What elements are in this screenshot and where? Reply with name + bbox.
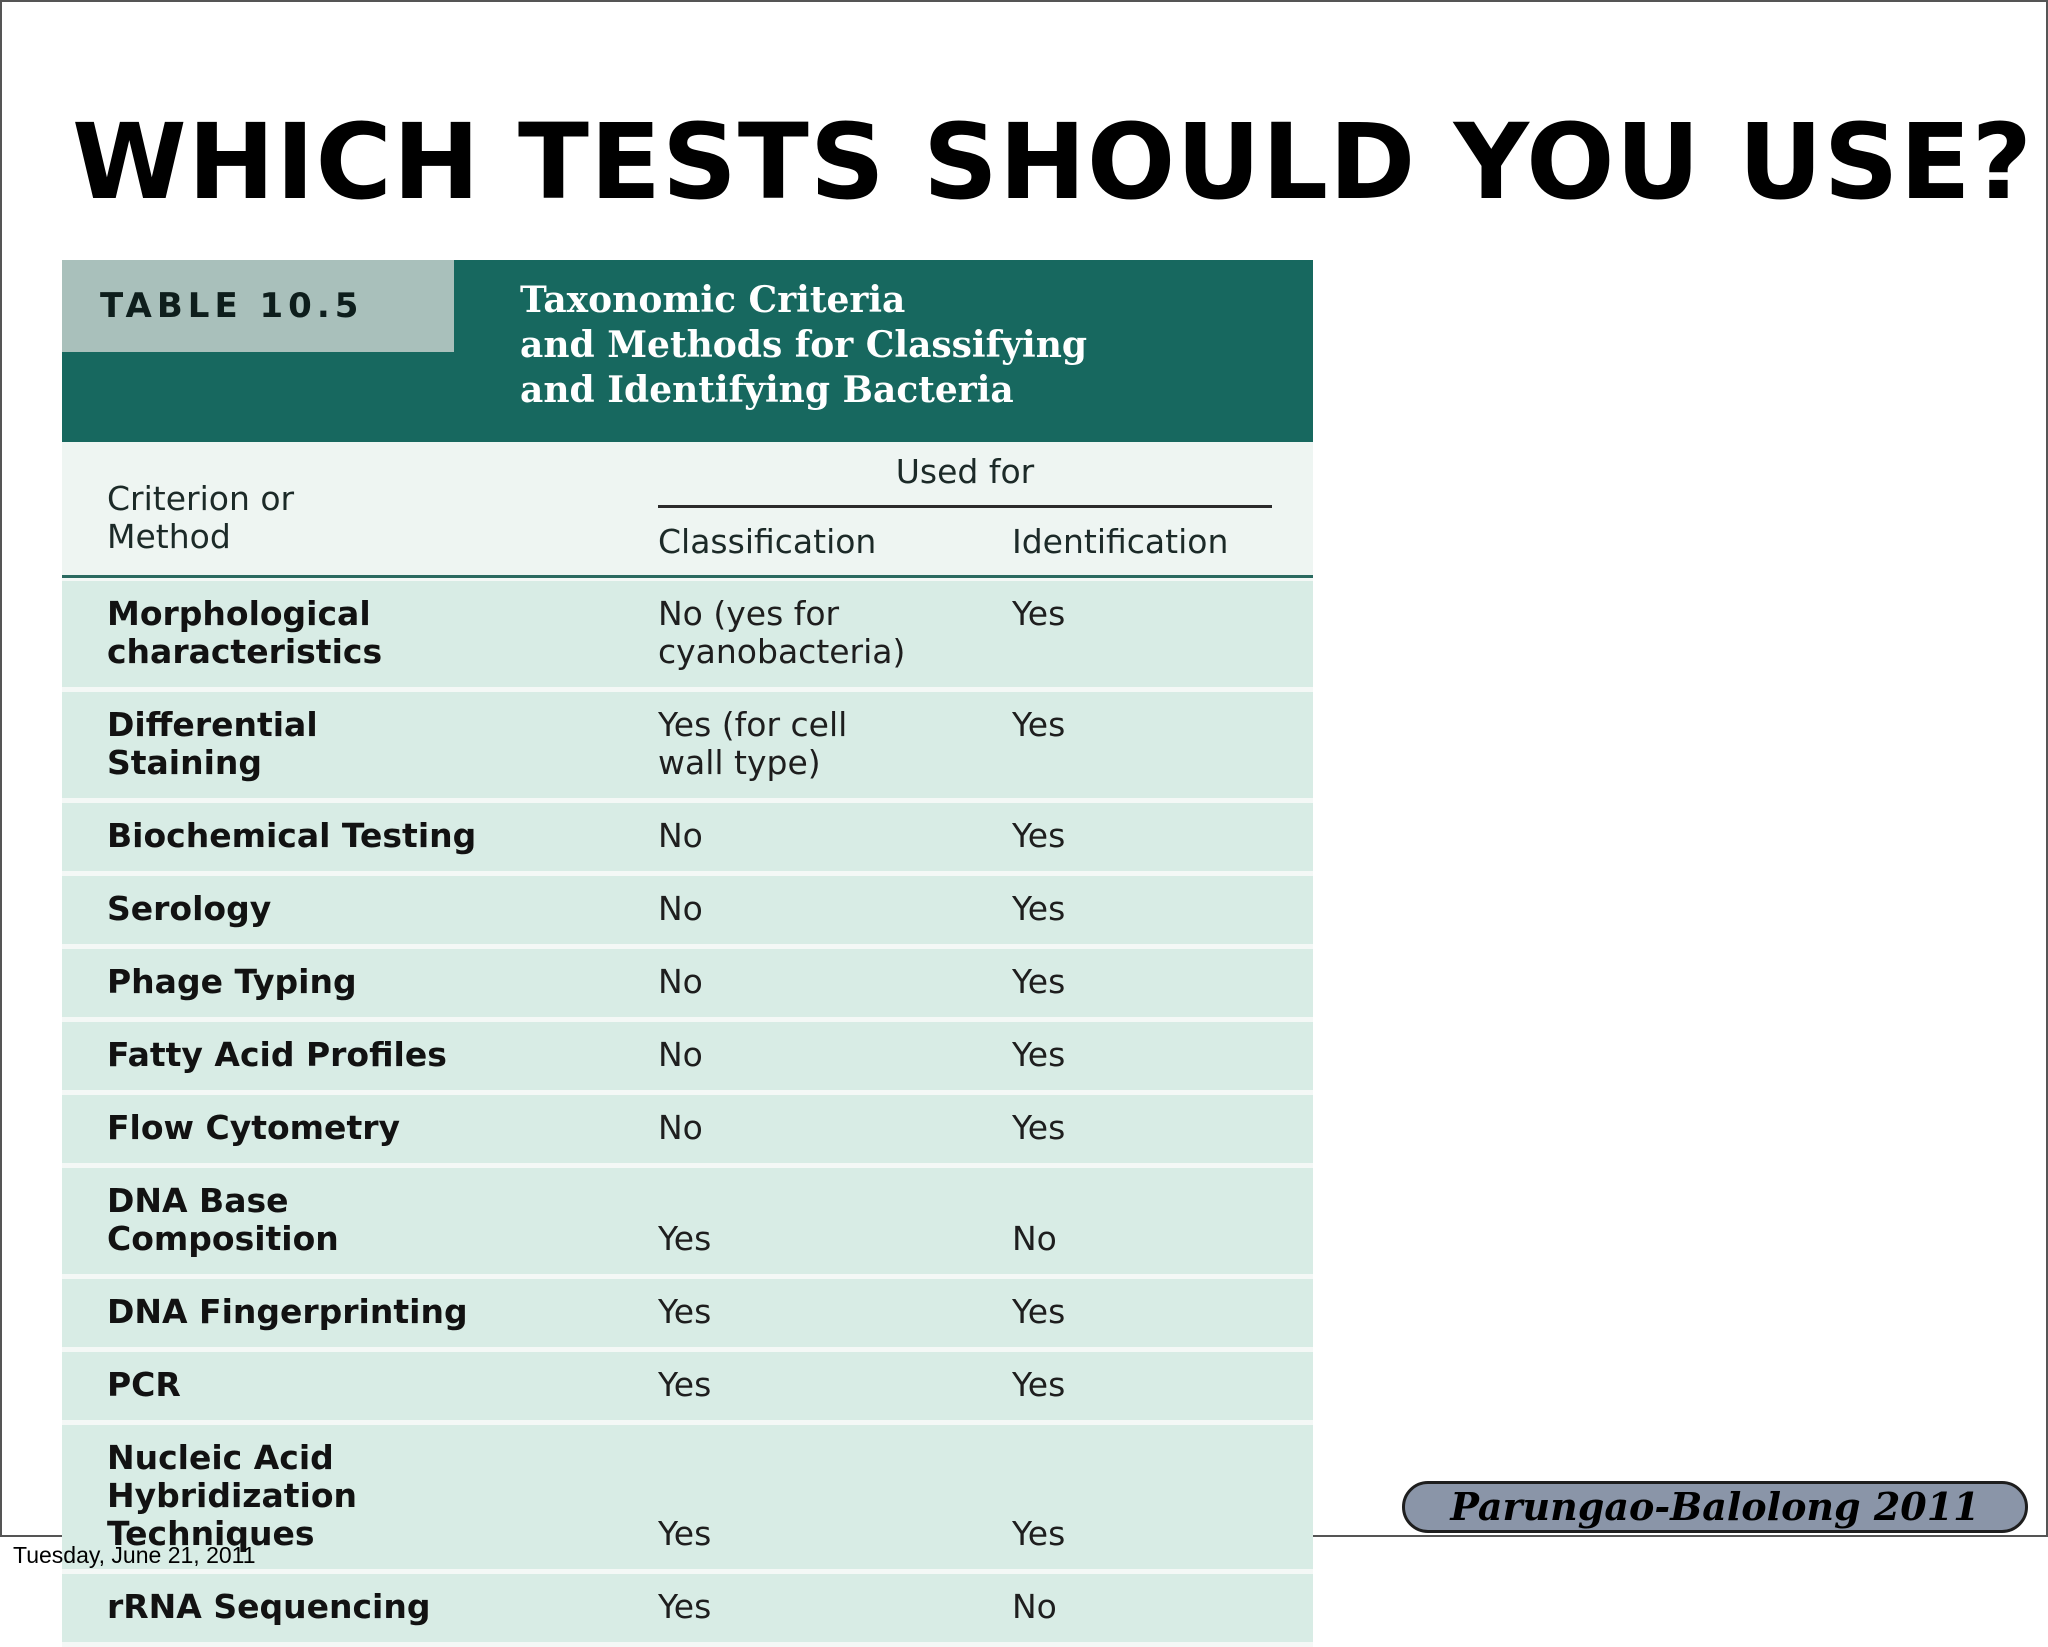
column-header-row [62,442,1313,578]
table-row [62,876,1313,949]
row-classification [658,1036,978,1074]
row-identification: Yes [1012,1108,1066,1147]
row-criterion-line: Biochemical Testing [107,816,477,855]
row-classification-line: No (yes for [658,594,840,633]
row-criterion-line: Flow Cytometry [107,1108,401,1147]
row-classification-line: Yes [658,1292,712,1331]
row-criterion-line: Fatty Acid Profiles [107,1035,447,1074]
column-header-used-for: Used for [895,452,1035,491]
row-criterion [107,963,607,1001]
row-criterion [107,595,607,671]
row-identification: Yes [1012,816,1066,855]
row-identification: Yes [1012,889,1066,928]
row-classification-line: Yes [658,1587,712,1626]
column-header-classification: Classification [658,522,877,561]
column-header-identification: Identification [1012,522,1229,561]
table-title-line: and Methods for Classifying [520,324,1088,366]
table-title-line: Taxonomic Criteria [520,279,906,321]
row-classification-line: Yes [658,1514,712,1553]
row-classification-line: No [658,962,703,1001]
row-identification: Yes [1012,1035,1066,1074]
row-criterion-line: rRNA Sequencing [107,1587,431,1626]
row-criterion [107,1588,607,1626]
row-classification-line: No [658,816,703,855]
row-criterion-line: Hybridization [107,1476,357,1515]
row-criterion [107,1366,607,1404]
row-classification [658,706,978,782]
table-row [62,1168,1313,1279]
row-identification: Yes [1012,705,1066,744]
row-classification-line: No [658,1108,703,1147]
table-row [62,581,1313,692]
row-classification [658,1588,978,1626]
row-classification-line: wall type) [658,743,821,782]
slide-title: WHICH TESTS SHOULD YOU USE? [72,101,2033,223]
row-classification [658,1515,978,1553]
table-number: TABLE 10.5 [62,260,454,352]
row-criterion-line: Composition [107,1219,339,1258]
row-classification [658,1109,978,1147]
row-classification [658,817,978,855]
row-classification [658,1366,978,1404]
row-classification [658,963,978,1001]
row-classification-line: Yes [658,1219,712,1258]
table-header-band [62,260,1313,442]
row-criterion-line: Serology [107,889,272,928]
row-identification: Yes [1012,1514,1066,1553]
row-identification: Yes [1012,594,1066,633]
row-classification [658,595,978,671]
table-row [62,803,1313,876]
row-classification [658,1293,978,1331]
author-credit-badge: Parungao-Balolong 2011 [1402,1481,2028,1533]
row-classification [658,890,978,928]
row-identification: Yes [1012,1365,1066,1404]
row-identification: No [1012,1587,1057,1626]
row-identification: No [1012,1219,1057,1258]
table-row [62,1095,1313,1168]
table-row [62,1574,1313,1647]
row-criterion [107,817,607,855]
row-criterion [107,890,607,928]
row-criterion-line: PCR [107,1365,181,1404]
row-criterion-line: Techniques [107,1514,315,1553]
table-row [62,692,1313,803]
row-identification: Yes [1012,1292,1066,1331]
row-criterion [107,1182,607,1258]
row-criterion [107,1109,607,1147]
row-criterion-line: Differential [107,705,318,744]
column-header-criterion-line: Criterion or [107,479,295,518]
table-row [62,1279,1313,1352]
row-criterion [107,1439,607,1553]
column-header-criterion [107,480,294,556]
row-identification: Yes [1012,962,1066,1001]
row-criterion-line: DNA Fingerprinting [107,1292,468,1331]
row-criterion-line: Nucleic Acid [107,1438,334,1477]
row-classification-line: Yes [658,1365,712,1404]
table-title-line: and Identifying Bacteria [520,369,1014,411]
row-classification-line: Yes (for cell [658,705,848,744]
table-title [520,278,1300,413]
row-classification-line: cyanobacteria) [658,632,906,671]
row-criterion [107,706,607,782]
row-criterion [107,1293,607,1331]
row-criterion-line: Phage Typing [107,962,357,1001]
column-header-divider [658,505,1272,508]
row-criterion-line: characteristics [107,632,383,671]
row-classification-line: No [658,889,703,928]
row-criterion-line: Morphological [107,594,371,633]
column-header-criterion-line: Method [107,517,231,556]
row-classification-line: No [658,1035,703,1074]
row-criterion-line: Staining [107,743,263,782]
table-row [62,949,1313,1022]
row-criterion [107,1036,607,1074]
table-row [62,1022,1313,1095]
row-classification [658,1220,978,1258]
table-row [62,1352,1313,1425]
footer-date: Tuesday, June 21, 2011 [13,1542,256,1568]
row-criterion-line: DNA Base [107,1181,289,1220]
